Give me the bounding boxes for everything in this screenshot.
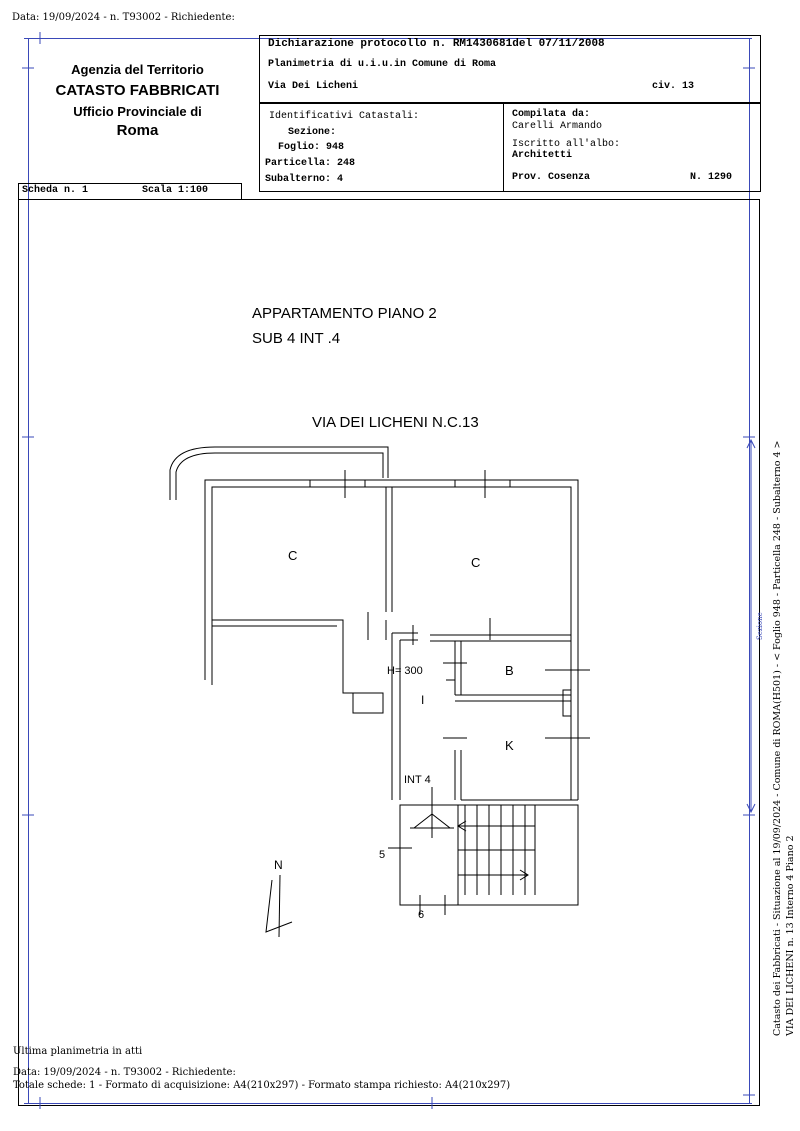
identifiers-title: Identificativi Catastali:: [269, 111, 420, 122]
compilata-name: Carelli Armando: [512, 121, 603, 132]
side-text-line2: VIA DEI LICHENI n. 13 Interno 4 Piano 2: [785, 835, 796, 1036]
albo-number: N. 1290: [690, 172, 733, 183]
agency-office: Ufficio Provinciale di: [73, 104, 202, 119]
height-label: H= 300: [387, 665, 423, 677]
prov-text: Prov. Cosenza: [512, 172, 591, 183]
civ-text: civ. 13: [652, 81, 695, 92]
room-i-label: I: [421, 693, 425, 707]
room-k-label: K: [505, 738, 514, 753]
room-b-label: B: [505, 663, 514, 678]
footer-line2: Totale schede: 1 - Formato di acquisizione: A4(210x297) - Formato stampa richiesto: A4(210x297): [13, 1080, 511, 1091]
plan-subtitle: SUB 4 INT .4: [252, 330, 341, 347]
scale-label: Scala 1:100: [142, 185, 209, 196]
sezione-text: Sezione:: [288, 127, 337, 138]
plan-title: APPARTAMENTO PIANO 2: [252, 305, 437, 322]
side-small-text: Sezione: [756, 612, 764, 640]
room-c1-label: C: [288, 548, 298, 563]
number-5-label: 5: [379, 849, 386, 861]
iscritto-label: Iscritto all'albo:: [512, 139, 621, 150]
number-6-label: 6: [418, 909, 425, 921]
iscritto-value: Architetti: [512, 150, 573, 161]
int4-label: INT 4: [404, 774, 431, 786]
north-label: N: [274, 858, 283, 872]
subalterno-text: Subalterno: 4: [265, 174, 344, 185]
compilata-label: Compilata da:: [512, 109, 591, 120]
street-text: Via Dei Licheni: [268, 81, 359, 92]
particella-text: Particella: 248: [265, 158, 356, 169]
agency-catasto: CATASTO FABBRICATI: [55, 82, 220, 99]
agency-name: Agenzia del Territorio: [71, 62, 204, 77]
declaration-text: Dichiarazione protocollo n. RM1430681del 07/11/2008: [268, 38, 605, 50]
planimetry-text: Planimetria di u.i.u.in Comune di Roma: [268, 59, 497, 70]
scheda-label: Scheda n. 1: [22, 185, 89, 196]
footer-line1: Data: 19/09/2024 - n. T93002 - Richiedente:: [13, 1067, 236, 1078]
street-label: VIA DEI LICHENI N.C.13: [312, 414, 479, 431]
agency-city: Roma: [116, 122, 159, 139]
last-planimetry: Ultima planimetria in atti: [13, 1046, 143, 1057]
top-meta: Data: 19/09/2024 - n. T93002 - Richiedente:: [12, 12, 235, 23]
side-text-line1: Catasto dei Fabbricati - Situazione al 19/09/2024 - Comune di ROMA(H501) - < Foglio 948 - Particella 248 - Subalterno 4 >: [772, 440, 783, 1036]
room-c2-label: C: [471, 555, 481, 570]
foglio-text: Foglio: 948: [278, 142, 345, 153]
